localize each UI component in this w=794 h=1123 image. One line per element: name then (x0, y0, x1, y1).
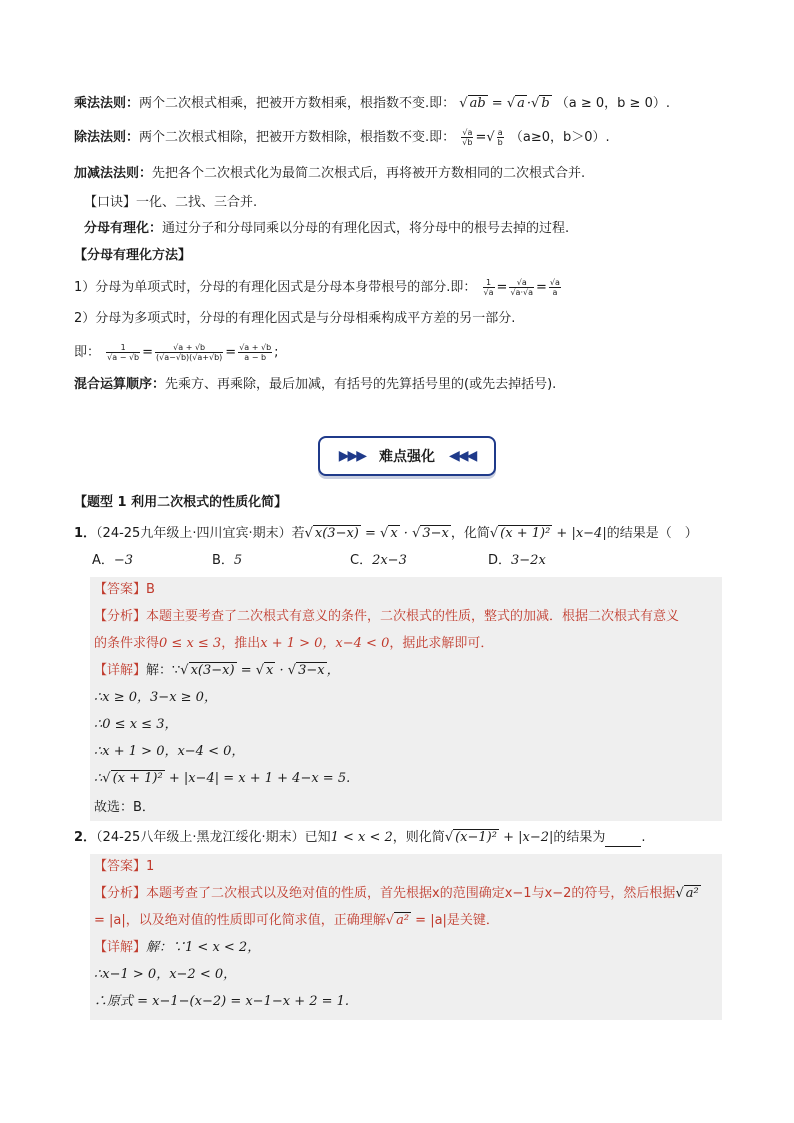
q1-option-c-letter: C． (350, 553, 373, 568)
mixed-text: 先乘方、再乘除，最后加减，有括号的先算括号里的(或先去掉括号). (165, 377, 557, 392)
rule-mult-text: 两个二次根式相乘，把被开方数相乘，根指数不变.即： (139, 96, 456, 111)
q1-option-b-letter: B． (212, 553, 234, 568)
q1-stem (74, 525, 698, 543)
method-3: 即： $\frac{1}{√a - √b}$ = $\frac{√a + √b}{(√a-√b)(√a+√b)}$ = $\frac{√a + √b}{a - b}$ ; (74, 343, 279, 362)
q1-step-3: ∴0 ≤ x ≤ 3， (94, 717, 178, 732)
q1-option-c-value: 2x−3 (372, 553, 407, 568)
method-1-text: 1）分母为单项式时，分母的有理化因式是分母本身带根号的部分.即： (74, 280, 477, 295)
m3-frac-c: $\frac{√a + √b}{a - b}$ (239, 343, 272, 362)
method-1: 1）分母为单项式时，分母的有理化因式是分母本身带根号的部分.即： $\frac{1}{√a}$ = $\frac{√a}{√a\cdot√a}$ = $\frac{√a}{a}$ (74, 278, 560, 297)
mnemonic: 【口诀】一化、二找、三合并. (84, 195, 258, 210)
q2-detail-step-1: 解：∵1 < x < 2， (146, 940, 261, 955)
rule-add-text: 先把各个二次根式化为最简二次根式后，再将被开方数相同的二次根式合并. (152, 166, 586, 181)
q2-mid: ，则化简 (392, 830, 445, 845)
q1-choose: 故选：B． (94, 800, 155, 815)
q1-source: （24-25九年级上·四川宜宾·期末）若 (96, 526, 305, 541)
q2-sqrt-a2-formula: √ a² (675, 886, 699, 901)
q1-detail-line (94, 662, 340, 680)
q1-number: 1． (74, 526, 97, 541)
rationalize-label: 分母有理化： (84, 221, 163, 236)
q2-answer-line (94, 858, 154, 876)
q2-analysis-label: 【分析】 (94, 886, 147, 901)
q1-analysis-text2a: 的条件求得 (94, 636, 160, 651)
q1-step-2: ∴x ≥ 0，3−x ≥ 0， (94, 690, 217, 705)
rule-division: 除法法则：两个二次根式相除，把被开方数相除，根指数不变.即： $\frac{√a}{√b}$ =√ $\frac{a}{b}$ （a≥0，b＞0）. (74, 128, 610, 147)
q2-analysis-text1: 本题考查了二次根式以及绝对值的性质，首先根据x的范围确定x−1与x−2的符号，然后根据 (146, 886, 676, 901)
q2-number: 2． (74, 830, 97, 845)
q2-source: （24-25八年级上·黑龙江绥化·期末）已知 (96, 830, 331, 845)
q2-stem (74, 829, 646, 847)
formula-mult: √ ab = √ a ·√ b (459, 96, 550, 111)
rule-multiplication (74, 95, 670, 113)
q2-answer-blank[interactable] (605, 834, 641, 847)
q1-analysis-label: 【分析】 (94, 609, 147, 624)
q1-answer-label: 【答案】 (94, 582, 147, 597)
banner-title: 难点强化 (379, 449, 435, 465)
q2-analysis-line1 (94, 885, 701, 903)
q1-condition-formula: √ x(3−x) = √ x · √ 3−x (304, 526, 449, 541)
q1-tail: 的结果是（ ） (606, 526, 698, 541)
q1-option-d-letter: D． (488, 553, 512, 568)
rationalize-text: 通过分子和分母同乘以分母的有理化因式，将分母中的根号去掉的过程. (162, 221, 570, 236)
arrows-left-icon: ◀◀◀ (449, 448, 476, 464)
q2-target-formula: √ (x−1)² + |x−2| (444, 830, 554, 845)
rule-div-label: 除法法则： (74, 130, 140, 145)
method-3-prefix: 即： (74, 345, 101, 360)
section-banner (318, 436, 496, 476)
rule-div-cond: （a≥0，b＞0）. (509, 130, 610, 145)
q2-answer-label: 【答案】 (94, 859, 147, 874)
q1-target-formula: √ (x + 1)² + |x−4| (489, 526, 607, 541)
m1-frac-a: $\frac{1}{√a}$ (483, 278, 494, 297)
q1-range-formula: 0 ≤ x ≤ 3 (159, 636, 222, 651)
section-heading: 【题型 1 利用二次根式的性质化简】 (74, 495, 288, 510)
q2-analysis-text2b: = |a|是关键． (411, 913, 499, 928)
q1-detail-label: 【详解】 (94, 663, 147, 678)
q1-step-5: ∴√ (x + 1)² + |x−4| = x + 1 + 4−x = 5. (94, 771, 351, 786)
q1-option-b (212, 552, 242, 570)
q2-detail-label: 【详解】 (94, 940, 147, 955)
arrows-right-icon: ▶▶▶ (338, 448, 365, 464)
method-2: 2）分母为多项式时，分母的有理化因式是与分母相乘构成平方差的另一部分. (74, 311, 516, 326)
q2-detail-line (94, 939, 260, 957)
q1-analysis-text2b: ，推出 (221, 636, 261, 651)
q2-analysis-text2: = |a|，以及绝对值的性质即可化简求值，正确理解 (94, 913, 386, 928)
q1-option-d (488, 552, 546, 570)
q2-analysis-line2 (94, 912, 499, 930)
method-title: 【分母有理化方法】 (74, 248, 192, 263)
q2-step-2: ∴x−1 > 0，x−2 < 0， (94, 967, 237, 982)
q2-tail: 的结果为 (553, 830, 606, 845)
rule-mult-label: 乘法法则： (74, 96, 140, 111)
q1-answer-box (90, 577, 722, 821)
q2-answer-value: 1 (146, 859, 155, 874)
q1-step-4: ∴x + 1 > 0，x−4 < 0， (94, 744, 245, 759)
q1-answer-line (94, 581, 155, 599)
formula-div-frac: $\frac{√a}{√b}$ (462, 128, 473, 147)
q2-sqrt-a2-formula-2: √ a² (385, 913, 410, 928)
q1-detail-prefix: 解：∵ (146, 663, 181, 678)
q1-step-5-tail: + |x−4| = x + 1 + 4−x = 5. (164, 771, 351, 786)
q1-sign-formula: x + 1 > 0，x−4 < 0 (260, 636, 390, 651)
rule-rationalize (84, 220, 569, 238)
q1-analysis-text1: 本题主要考查了二次根式有意义的条件，二次根式的性质，整式的加减．根据二次根式有意义 (146, 609, 680, 624)
q2-end: . (641, 830, 646, 845)
q1-analysis-text2c: ，据此求解即可． (389, 636, 494, 651)
m3-frac-a: $\frac{1}{√a - √b}$ (107, 343, 140, 362)
rule-add-label: 加减法法则： (74, 166, 153, 181)
q2-step-3: ∴原式 = x−1−(x−2) = x−1−x + 2 = 1. (94, 994, 350, 1009)
q1-option-a (92, 552, 133, 570)
q1-answer-value: B (146, 582, 155, 597)
m3-frac-b: $\frac{√a + √b}{(√a-√b)(√a+√b)}$ (156, 343, 223, 362)
q2-answer-box (90, 854, 722, 1020)
q1-option-c (350, 552, 407, 570)
q1-analysis-line1 (94, 608, 679, 626)
mixed-label: 混合运算顺序： (74, 377, 166, 392)
q1-option-b-value: 5 (233, 553, 243, 568)
q1-analysis-line2 (94, 635, 493, 653)
rule-mult-cond: （a ≥ 0，b ≥ 0）. (555, 96, 670, 111)
rule-addition (74, 165, 585, 183)
q1-option-a-letter: A． (92, 553, 114, 568)
q2-condition: 1 < x < 2 (330, 830, 393, 845)
rule-mixed (74, 376, 556, 394)
m1-frac-b: $\frac{√a}{√a\cdot√a}$ (510, 278, 533, 297)
m1-frac-c: $\frac{√a}{a}$ (549, 278, 560, 297)
rule-div-text: 两个二次根式相除，把被开方数相除，根指数不变.即： (139, 130, 456, 145)
formula-div-rad: $\frac{a}{b}$ (497, 128, 503, 147)
q1-mid: ，化简 (450, 526, 490, 541)
q1-option-d-value: 3−2x (511, 553, 546, 568)
q1-option-a-value: −3 (113, 553, 134, 568)
q1-detail-formula: √ x(3−x) = √ x · √ 3−x ， (180, 663, 340, 678)
